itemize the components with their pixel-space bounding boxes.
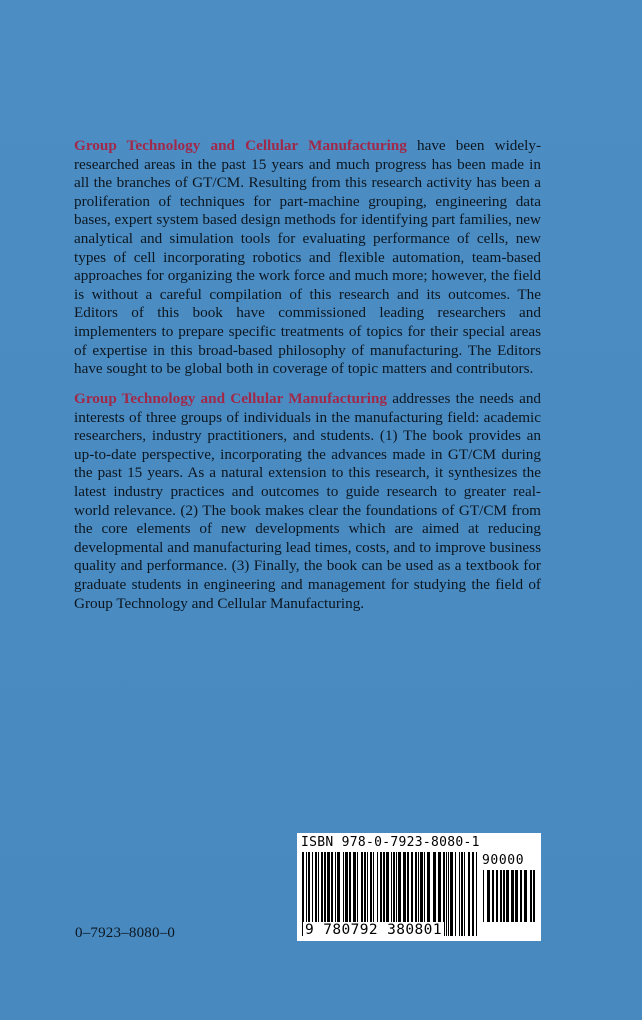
price-barcode-image <box>482 870 536 922</box>
barcode-bar <box>446 852 447 936</box>
barcode-bar <box>476 852 477 936</box>
barcode-bar <box>461 852 463 936</box>
price-code-text: 90000 <box>482 853 525 868</box>
barcode-bar <box>524 870 527 922</box>
barcode-digits: 9 780792 380801 <box>305 922 442 938</box>
barcode-bar <box>533 870 535 922</box>
description-text: addresses the needs and interests of three groups of individuals in the manufacturing field: academic researchers, industry practitioners, and students. (1) The book provides an up-to-date perspective, incorporating the advances made in GT/CM during the past 15 years. As a natural extension to this research, it synthesizes the latest industry practices and outcomes to guide research to greater real-world relevance. (2) The book makes clear the foundations of GT/CM from the core elements of new developments which are aimed at reducing developmental and manufacturing lead times, costs, and to improve business quality and performance. (3) Finally, the book can be used as a textbook for graduate students in engineering and management for studying the field of Group Technology and Cellular Manufacturing. <box>74 390 542 612</box>
book-title-highlight: Group Technology and Cellular Manufacturing <box>74 137 407 154</box>
barcode-label <box>297 833 541 941</box>
isbn-number: 0–7923–8080–0 <box>75 925 176 941</box>
barcode-bar <box>500 870 502 922</box>
barcode-bar <box>511 870 514 922</box>
description-text: have been widely-researched areas in the past 15 years and much progress has been made in all the branches of GT/CM. Resulting from this research activity has been a proliferation of techniques for part-machine grouping, engineering data bases, expert system based design methods for identifying part families, new analytical and simulation tools for evaluating performance of cells, new types of cell incorporating robotics and flexible automation, team-based approaches for organizing the work force and much more; however, the field is without a careful compilation of this research and its outcomes. The Editors of this book have commissioned leading researchers and implementers to prepare specific treatments of topics for their special areas of expertise in this broad-based philosophy of manufacturing. The Editors have sought to be global both in coverage of topic matters and contributors. <box>74 137 541 378</box>
barcode-isbn-text: ISBN 978-0-7923-8080-1 <box>301 835 480 850</box>
description-paragraph-1 <box>74 137 541 379</box>
barcode-bar <box>483 870 484 922</box>
barcode-bar <box>503 870 505 922</box>
barcode-bar <box>530 870 532 922</box>
barcode-bar <box>515 870 518 922</box>
barcode-bar <box>450 852 453 936</box>
description-paragraph-2 <box>74 390 541 613</box>
barcode-bar <box>487 870 490 922</box>
barcode-bar <box>496 870 498 922</box>
barcode-bar <box>455 852 456 936</box>
barcode-bar <box>492 870 494 922</box>
barcode-bar <box>468 852 470 936</box>
barcode-bar <box>459 852 460 936</box>
barcode-bar <box>448 852 449 936</box>
barcode-bar <box>472 852 474 936</box>
barcode-bar <box>520 870 522 922</box>
barcode-bar <box>506 870 509 922</box>
barcode-bar <box>464 852 465 936</box>
book-title-highlight: Group Technology and Cellular Manufacturing <box>74 390 388 407</box>
